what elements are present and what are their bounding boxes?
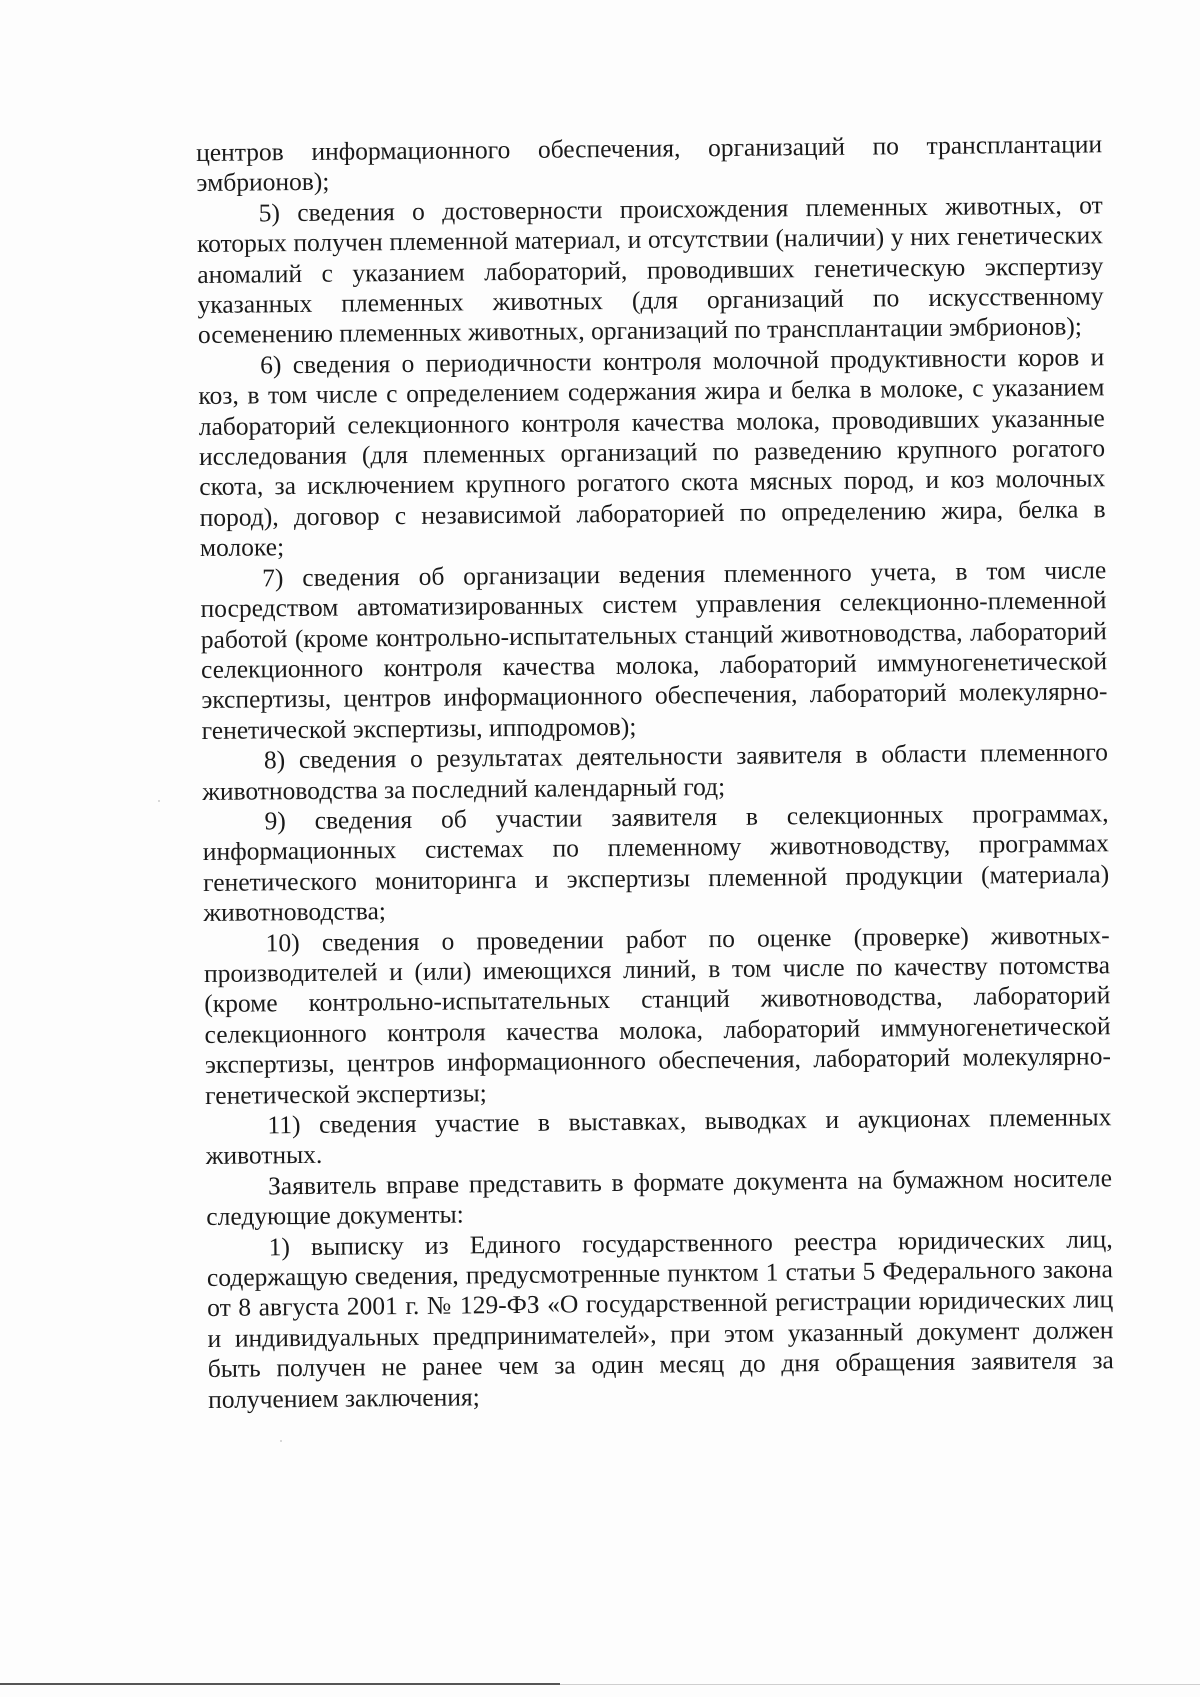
paragraph-continuation: центров информационного обеспечения, организаций по трансплантации эмбрионов); bbox=[196, 129, 1103, 198]
paragraph-applicant-right: Заявитель вправе представить в формате документа на бумажном носителе следующие документы: bbox=[206, 1163, 1113, 1232]
paragraph-item-11: 11) сведения участие в выставках, выводках и аукционах племенных животных. bbox=[205, 1102, 1112, 1171]
scan-speck bbox=[280, 1440, 282, 1442]
paragraph-item-10: 10) сведения о проведении работ по оценке (проверке) животных-производителей и (или) имеющихся линий, в том числе по качеству потомства (кроме контрольно-испытательных станций животноводства, лабораторий селекционного контроля качества молока, лабораторий иммуногенетической экспертизы, центров информационного обеспечения, лабораторий молекулярно-генетической экспертизы; bbox=[203, 919, 1111, 1110]
paragraph-item-6: 6) сведения о периодичности контроля молочной продуктивности коров и коз, в том числе с определением содержания жира и белка в молоке, с указанием лабораторий селекционного контроля качества молока, проводивших указанные исследования (для племенных организаций по разведению крупного рогатого скота, за исключением крупного рогатого скота мясных пород, и коз молочных пород), договор с независимой лабораторией по определению жира, белка в молоке; bbox=[198, 342, 1106, 563]
scan-speck bbox=[158, 800, 160, 802]
scan-bottom-edge-faint bbox=[560, 1684, 1200, 1685]
paragraph-item-5: 5) сведения о достоверности происхождения племенных животных, от которых получен племенной материал, и отсутствии (наличии) у них генетических аномалий с указанием лабораторий, проводивших генетическую экспертизу указанных племенных животных (для организаций по искусственному осеменению племенных животных, организаций по трансплантации эмбрионов); bbox=[196, 190, 1104, 350]
paragraph-item-8: 8) сведения о результатах деятельности заявителя в области племенного животноводства за последний календарный год; bbox=[202, 737, 1109, 806]
paragraph-item-7: 7) сведения об организации ведения племенного учета, в том числе посредством автоматизированных систем управления селекционно-племенной работой (кроме контрольно-испытательных станций животноводства, лабораторий селекционного контроля качества молока, лабораторий иммуногенетической экспертизы, центров информационного обеспечения, лабораторий молекулярно-генетической экспертизы, ипподромов); bbox=[200, 554, 1108, 745]
paragraph-doc-item-1: 1) выписку из Единого государственного реестра юридических лиц, содержащую сведения, предусмотренные пунктом 1 статьи 5 Федерального закона от 8 августа 2001 г. № 129-ФЗ «О государственной регистрации юридических лиц и индивидуальных предпринимателей», при этом указанный документ должен быть получен не ранее чем за один месяц до дня обращения заявителя за получением заключения; bbox=[206, 1223, 1114, 1414]
paragraph-item-9: 9) сведения об участии заявителя в селекционных программах, информационных системах по племенному животноводству, программах генетического мониторинга и экспертизы племенной продукции (материала) животноводства; bbox=[202, 798, 1110, 928]
scan-bottom-edge bbox=[0, 1683, 560, 1685]
document-body bbox=[196, 129, 1114, 1415]
